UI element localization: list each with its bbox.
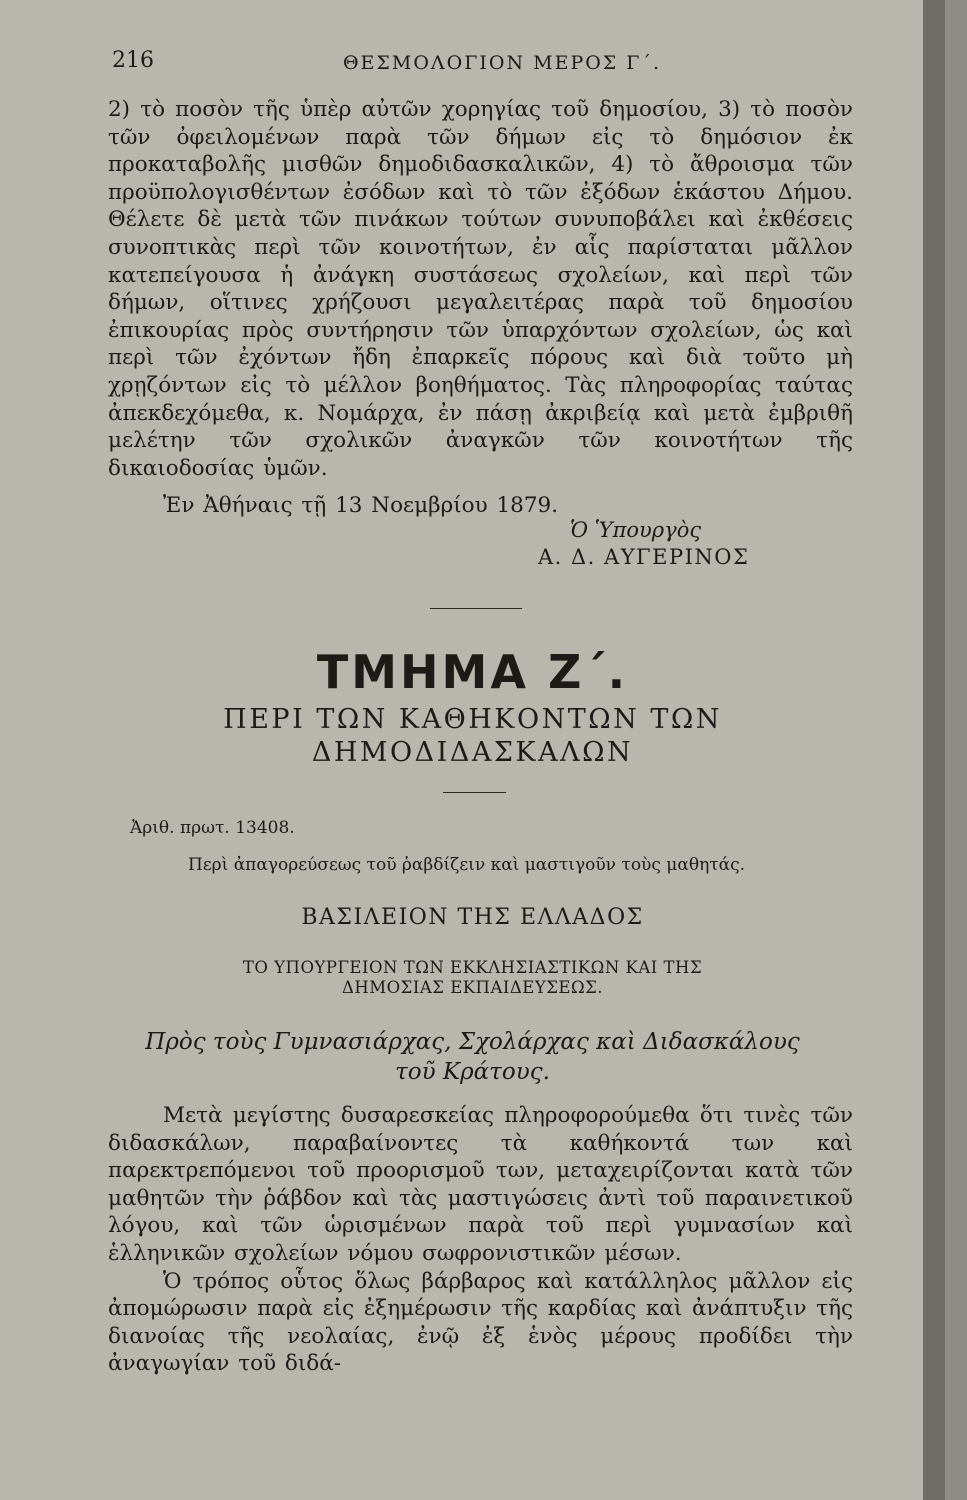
divider-rule-small [443, 792, 506, 793]
ministry-line1: ΤΟ ΥΠΟΥΡΓΕΙΟΝ ΤΩΝ ΕΚΚΛΗΣΙΑΣΤΙΚΩΝ ΚΑΙ ΤΗΣ [242, 958, 703, 977]
kingdom-heading: ΒΑΣΙΛΕΙΟΝ ΤΗΣ ΕΛΛΑΔΟΣ [301, 905, 644, 930]
body-paragraph: Ὁ τρόπος οὗτος ὅλως βάρβαρος καὶ κατάλληλος μᾶλλον εἰς ἀπομώρωσιν παρὰ εἰς ἐξημέρωσιν τῆς καρδίας καὶ ἀνάπτυξιν τῆς διανοίας τῆς νεολαίας, ἐνῷ ἐξ ἑνὸς μέρους προδίδει τὴν ἀναγωγίαν τοῦ διδά- [108, 1268, 853, 1377]
addressee-line1: Πρὸς τοὺς Γυμνασιάρχας, Σχολάρχας καὶ Διδασκάλους [145, 1029, 800, 1055]
ministry-heading [0, 958, 945, 998]
letter-body [108, 1102, 853, 1378]
addressee [0, 1027, 945, 1087]
subject-note: Περὶ ἀπαγορεύσεως τοῦ ῥαβδίζειν καὶ μαστιγοῦν τοὺς μαθητάς. [188, 855, 746, 875]
protocol-number: Ἀριθ. πρωτ. 13408. [130, 818, 295, 838]
section-title: ΤΜΗΜΑ Ζ΄. [316, 645, 629, 699]
section-subtitle-line2: ΔΗΜΟΔΙΔΑΣΚΑΛΩΝ [311, 737, 634, 768]
running-title: ΘΕΣΜΟΛΟΓΙΟΝ ΜΕΡΟΣ Γ΄. [342, 52, 662, 74]
signature-name: Α. Δ. ΑΥΓΕΡΙΝΟΣ [538, 545, 750, 569]
addressee-line2: τοῦ Κράτους. [395, 1059, 550, 1085]
intro-block [108, 96, 853, 520]
page-header [112, 48, 852, 84]
intro-paragraph: 2) τὸ ποσὸν τῆς ὑπὲρ αὐτῶν χορηγίας τοῦ δημοσίου, 3) τὸ ποσὸν τῶν ὀφειλομένων παρὰ τῶν δήμων εἰς τὸ δημόσιον ἐκ προκαταβολῆς μισθῶν δημοδιδασκαλικῶν, 4) τὸ ἄθροισμα τῶν προϋπολογισθέντων ἐσόδων καὶ τὸ τῶν ἐξόδων ἑκάστου Δήμου. Θέλετε δὲ μετὰ τῶν πινάκων τούτων συνυποβάλει καὶ ἐκθέσεις συνοπτικὰς περὶ τῶν κοινοτήτων, ἐν αἷς παρίσταται μᾶλλον κατεπείγουσα ἡ ἀνάγκη συστάσεως σχολείων, καὶ περὶ τῶν δήμων, οἵτινες χρήζουσι μεγαλειτέρας παρὰ τοῦ δημοσίου ἐπικουρίας πρὸς συντήρησιν τῶν ὑπαρχόντων σχολείων, ὡς καὶ περὶ τῶν ἐχόντων ἤδη ἐπαρκεῖς πόρους καὶ διὰ τοῦτο μὴ χρῃζόντων εἰς τὸ μέλλον βοηθήματος. Τὰς πληροφορίας ταύτας ἀπεκδεχόμεθα, κ. Νομάρχα, ἐν πάσῃ ἀκριβείᾳ καὶ μετὰ ἐμβριθῆ μελέτην τῶν σχολικῶν ἀναγκῶν τῶν κοινοτήτων τῆς δικαιοδοσίας ὑμῶν. [108, 97, 853, 481]
section-subtitle-line1: ΠΕΡΙ ΤΩΝ ΚΑΘΗΚΟΝΤΩΝ ΤΩΝ [223, 704, 722, 735]
date-line: Ἐν Ἀθήναις τῇ 13 Νοεμβρίου 1879. [163, 493, 559, 519]
divider-rule [430, 608, 522, 609]
ministry-line2: ΔΗΜΟΣΙΑΣ ΕΚΠΑΙΔΕΥΣΕΩΣ. [341, 978, 604, 997]
page-number: 216 [112, 48, 154, 73]
signature-role: Ὁ Ὑπουργὸς [570, 518, 702, 542]
body-paragraph: Μετὰ μεγίστης δυσαρεσκείας πληροφορούμεθα ὅτι τινὲς τῶν διδασκάλων, παραβαίνοντες τὰ καθήκοντά των καὶ παρεκτρεπόμενοι τοῦ προορισμοῦ των, μεταχειρίζονται κατὰ τῶν μαθητῶν τὴν ῥάβδον καὶ τὰς μαστιγώσεις ἀντὶ τοῦ παραινετικοῦ λόγου, καὶ τῶν ὡρισμένων παρὰ τοῦ περὶ γυμνασίων καὶ ἑλληνικῶν σχολείων νόμου σωφρονιστικῶν μέσων. [108, 1103, 853, 1266]
section-subtitle [0, 703, 945, 769]
